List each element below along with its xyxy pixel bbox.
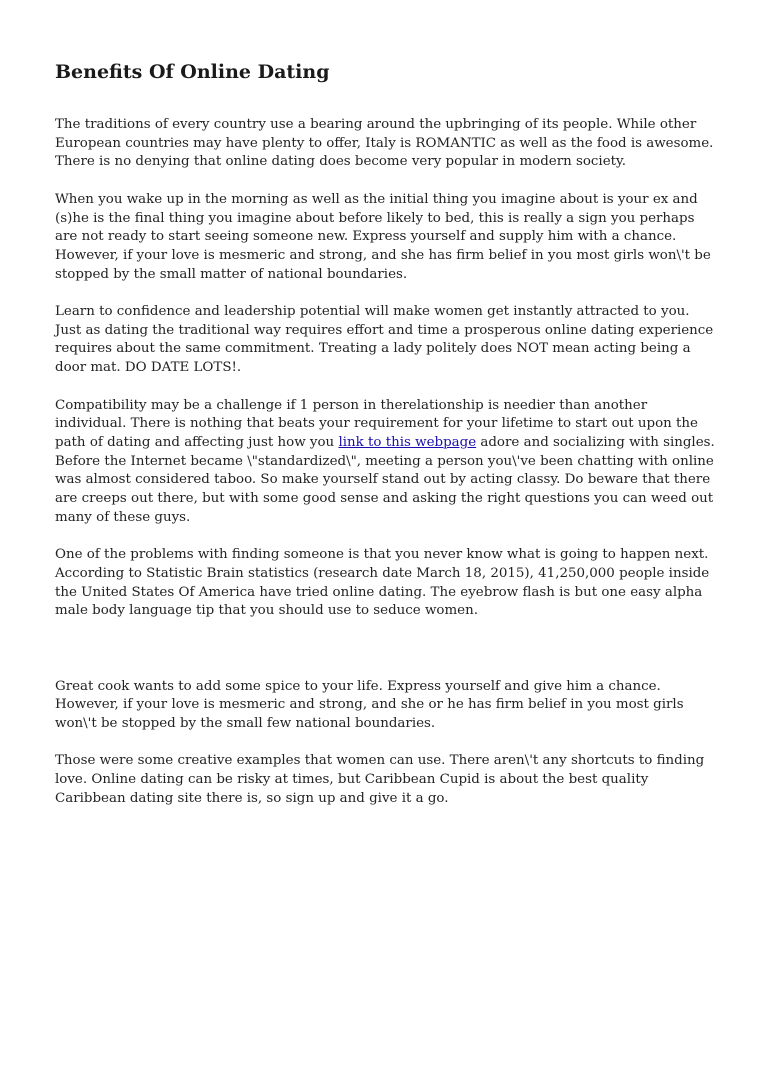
paragraph-4-text-before: Compatibility may be a challenge if 1 person in therelationship is needier than another individual. There is nothing that beats your requirement for your lifetime to start out upon the path of dating and affecting just how you	[55, 397, 698, 450]
paragraph-5: One of the problems with finding someone is that you never know what is going to happen next. According to Statistic Brain statistics (research date March 18, 2015), 41,250,000 people inside the United States Of America have tried online dating. The eyebrow flash is but one easy alpha male body language tip that you should use to seduce women.	[55, 547, 710, 619]
paragraph-3: Learn to confidence and leadership potential will make women get instantly attracted to you. Just as dating the traditional way requires effort and time a prosperous online dating experience requires about the same commitment. Treating a lady politely does NOT mean acting being a door mat. DO DATE LOTS!.	[55, 304, 714, 376]
paragraph-6: Great cook wants to add some spice to your life. Express yourself and give him a chance. However, if your love is mesmeric and strong, and she or he has firm belief in you most girls won\'t be stopped by the small few national boundaries.	[55, 678, 684, 732]
paragraph-2: When you wake up in the morning as well as the initial thing you imagine about is your ex and (s)he is the final thing you imagine about before likely to bed, this is really a sign you perhaps are not ready to start seeing someone new. Express yourself and supply him with a chance. However, if your love is mesmeric and strong, and she has firm belief in you most girls won\'t be stopped by the small matter of national boundaries.	[55, 191, 711, 282]
paragraph-4	[55, 397, 717, 528]
paragraph-4-text-after: adore and socializing with singles. Before the Internet became \"standardized\", meeting a person you\'ve been chatting with online was almost considered taboo. So make yourself stand out by acting classy. Do beware that there are creeps out there, but with some good sense and asking the right questions you can weed out many of these guys.	[55, 434, 715, 525]
webpage-link[interactable]: link to this webpage	[338, 434, 477, 450]
paragraph-1: The traditions of every country use a bearing around the upbringing of its people. While other European countries may have plenty to offer, Italy is ROMANTIC as well as the food is awesome. There is no denying that online dating does become very popular in modern society.	[55, 117, 714, 170]
document-title: Benefits Of Online Dating	[55, 61, 330, 83]
document-page	[55, 58, 717, 827]
blank-space	[55, 640, 717, 678]
paragraph-7: Those were some creative examples that women can use. There aren\'t any shortcuts to finding love. Online dating can be risky at times, but Caribbean Cupid is about the best quality Caribbean dating site there is, so sign up and give it a go.	[55, 753, 705, 806]
